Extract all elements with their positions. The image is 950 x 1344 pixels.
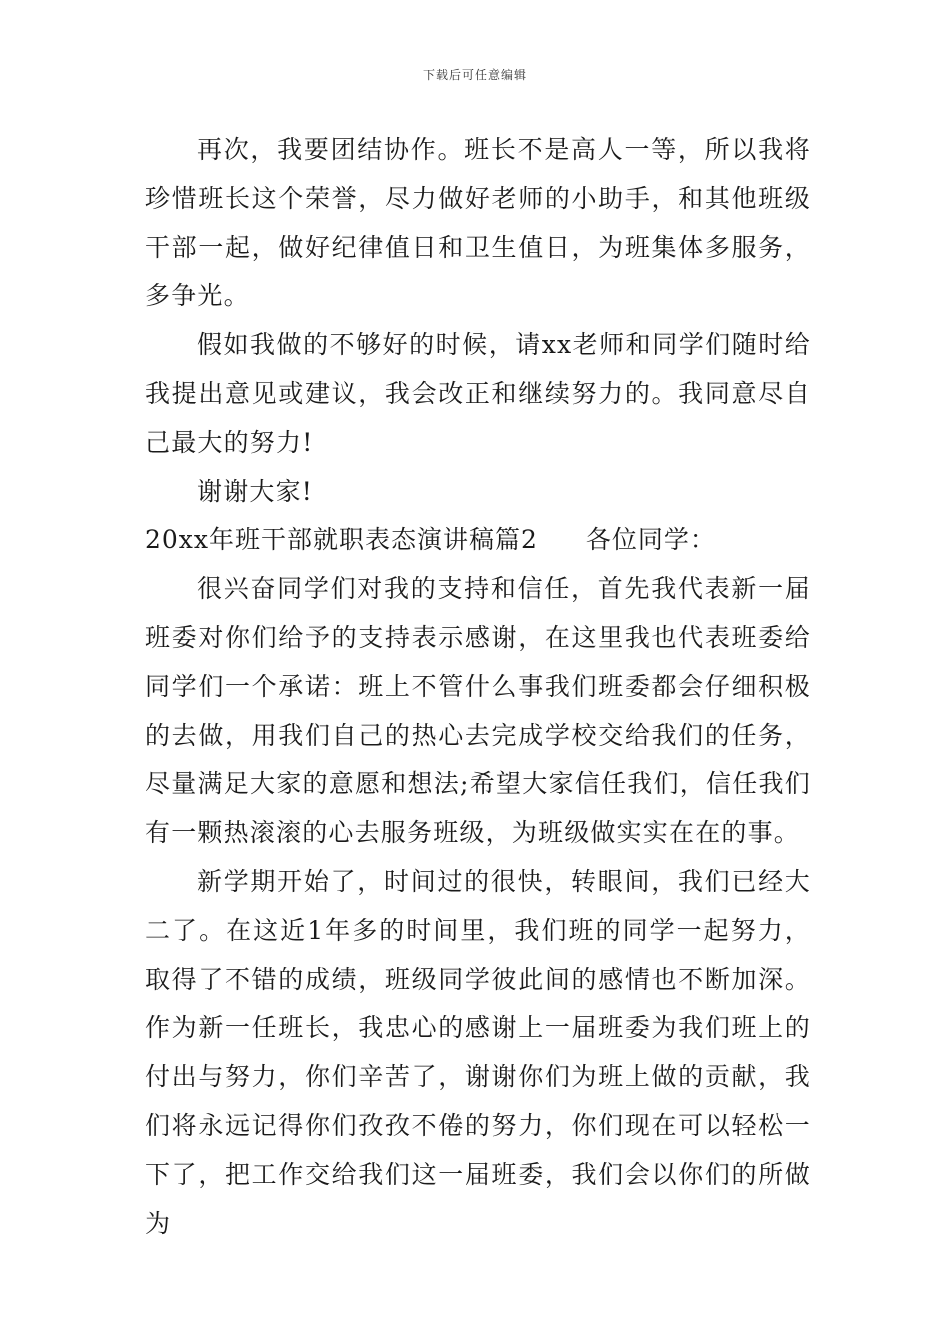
paragraph-thanks: 谢谢大家!	[197, 476, 314, 506]
greeting: 各位同学：	[585, 525, 716, 555]
section-title: 20xx年班干部就职表态演讲稿篇2	[145, 525, 538, 555]
section-heading-line	[145, 516, 811, 565]
paragraph-unity: 再次，我要团结协作。班长不是高人一等，所以我将珍惜班长这个荣誉，尽力做好老师的小助手，和其他班级干部一起，做好纪律值日和卫生值日，为班集体多服务，多争光。	[145, 135, 811, 311]
paragraph-feedback: 假如我做的不够好的时候，请xx老师和同学们随时给我提出意见或建议，我会改正和继续努力的。我同意尽自己最大的努力!	[145, 330, 811, 457]
paragraph-new-semester: 新学期开始了，时间过的很快，转眼间，我们已经大二了。在这近1年多的时间里，我们班的同学一起努力，取得了不错的成绩，班级同学彼此间的感情也不断加深。作为新一任班长，我忠心的感谢上一届班委为我们班上的付出与努力，你们辛苦了，谢谢你们为班上做的贡献，我们将永远记得你们孜孜不倦的努力，你们现在可以轻松一下了，把工作交给我们这一届班委，我们会以你们的所做为	[145, 866, 811, 1238]
document-body	[145, 126, 811, 1248]
header-note: 下载后可任意编辑	[422, 68, 527, 82]
paragraph-trust: 很兴奋同学们对我的支持和信任，首先我代表新一届班委对你们给予的支持表示感谢，在这里我也代表班委给同学们一个承诺：班上不管什么事我们班委都会仔细积极的去做，用我们自己的热心去完成学校交给我们的任务，尽量满足大家的意愿和想法;希望大家信任我们，信任我们有一颗热滚滚的心去服务班级，为班级做实实在在的事。	[145, 574, 811, 848]
